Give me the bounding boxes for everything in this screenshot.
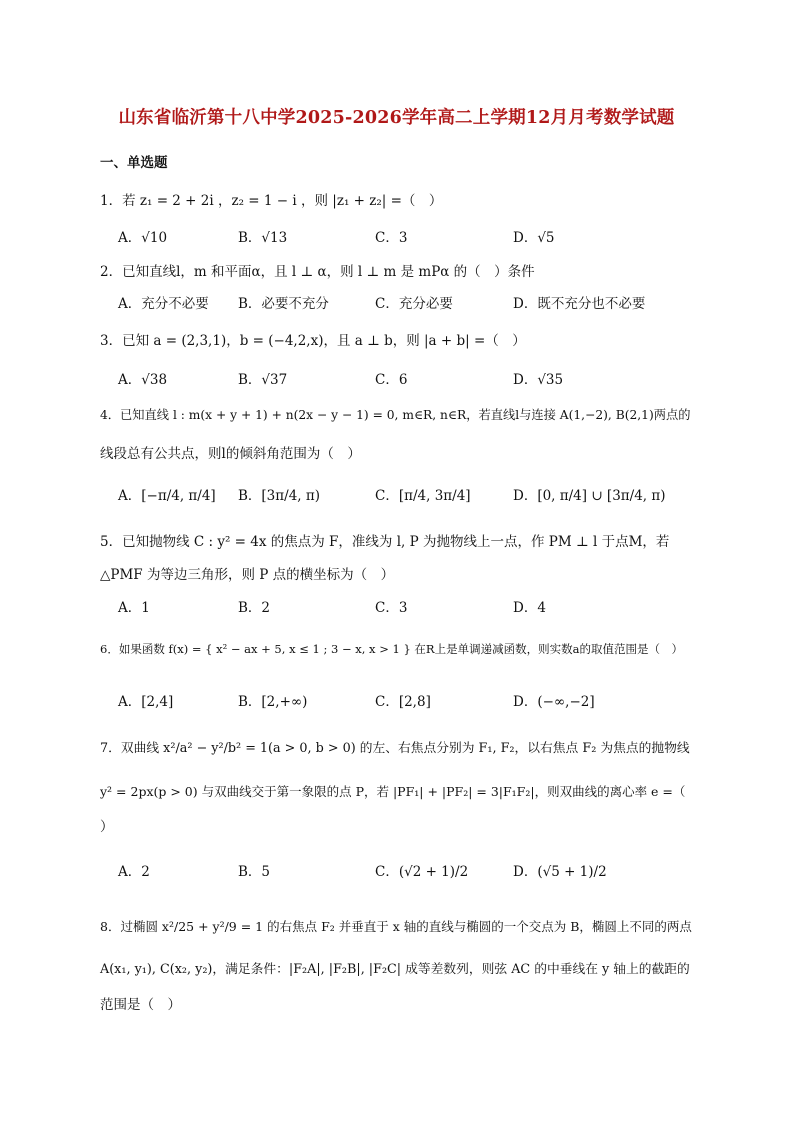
option-c: C．[2,8] (375, 694, 431, 710)
option-b: B．2 (238, 600, 271, 616)
option-d: D．√5 (513, 230, 555, 246)
option-d: D．√35 (513, 372, 564, 388)
question-2-stem: 2．已知直线l，m 和平面α，且 l ⊥ α，则 l ⊥ m 是 mPα 的（ ）条件 (100, 264, 535, 280)
question-4-stem: 4．已知直线 l : m(x + y + 1) + n(2x − y − 1) = 0, m∈R, n∈R，若直线l与连接 A(1,−2), B(2,1)两点的 (100, 408, 691, 422)
question-8-stem: 8．过椭圆 x²/25 + y²/9 = 1 的右焦点 F₂ 并垂直于 x 轴的直线与椭圆的一个交点为 B，椭圆上不同的两点 (100, 919, 692, 934)
option-a: A．√10 (118, 230, 168, 246)
question-5-stem: 5．已知抛物线 C : y² = 4x 的焦点为 F，准线为 l, P 为抛物线上一点，作 PM ⊥ l 于点M，若 (100, 534, 670, 550)
option-d: D．4 (513, 600, 546, 616)
option-a: A．[−π/4, π/4] (118, 488, 216, 504)
question-7-stem-cont: y² = 2px(p > 0) 与双曲线交于第一象限的点 P，若 |PF₁| + |PF₂| = 3|F₁F₂|，则双曲线的离心率 e =（ (100, 784, 686, 799)
option-a: A．1 (118, 600, 150, 616)
option-b: B．√37 (238, 372, 288, 388)
option-d: D．(−∞,−2] (513, 694, 595, 710)
option-a: A．充分不必要 (118, 296, 209, 312)
question-8-stem-cont: A(x₁, y₁), C(x₂, y₂)，满足条件：|F₂A|, |F₂B|, |F₂C| 成等差数列，则弦 AC 的中垂线在 y 轴上的截距的 (100, 962, 690, 977)
question-7-stem-cont2: ） (100, 819, 114, 835)
option-a: A．[2,4] (118, 694, 174, 710)
option-c: C．3 (375, 230, 408, 246)
question-4-stem-cont: 线段总有公共点，则l的倾斜角范围为（ ） (100, 446, 361, 462)
option-b: B．必要不充分 (238, 296, 329, 312)
option-c: C．(√2 + 1)/2 (375, 864, 469, 880)
option-c: C．3 (375, 600, 408, 616)
option-c: C．充分必要 (375, 296, 453, 312)
question-3-stem: 3．已知 a = (2,3,1)，b = (−4,2,x)，且 a ⊥ b，则 |a + b| =（ ） (100, 333, 526, 349)
option-d: D．(√5 + 1)/2 (513, 864, 607, 880)
page-title: 山东省临沂第十八中学2025-2026学年高二上学期12月月考数学试题 (118, 108, 675, 128)
option-b: B．√13 (238, 230, 288, 246)
option-a: A．2 (118, 864, 150, 880)
option-b: B．5 (238, 864, 271, 880)
question-8-stem-cont2: 范围是（ ） (100, 997, 181, 1013)
option-d: D．[0, π/4] ∪ [3π/4, π) (513, 488, 666, 504)
question-6-stem: 6．如果函数 f(x) = { x² − ax + 5, x ≤ 1 ; 3 − x, x > 1 } 在R上是单调递减函数，则实数a的取值范围是（ ） (100, 642, 683, 656)
question-5-stem-cont: △PMF 为等边三角形，则 P 点的横坐标为（ ） (100, 567, 395, 583)
option-d: D．既不充分也不必要 (513, 296, 646, 312)
option-b: B．[3π/4, π) (238, 488, 321, 504)
question-1-stem: 1．若 z₁ = 2 + 2i ，z₂ = 1 − i ，则 |z₁ + z₂| =（ ） (100, 193, 443, 209)
question-7-stem: 7．双曲线 x²/a² − y²/b² = 1(a > 0, b > 0) 的左、右焦点分别为 F₁, F₂，以右焦点 F₂ 为焦点的抛物线 (100, 741, 690, 756)
option-a: A．√38 (118, 372, 168, 388)
option-c: C．[π/4, 3π/4] (375, 488, 471, 504)
option-b: B．[2,+∞) (238, 694, 308, 710)
section-heading: 一、单选题 (100, 155, 168, 171)
option-c: C．6 (375, 372, 408, 388)
